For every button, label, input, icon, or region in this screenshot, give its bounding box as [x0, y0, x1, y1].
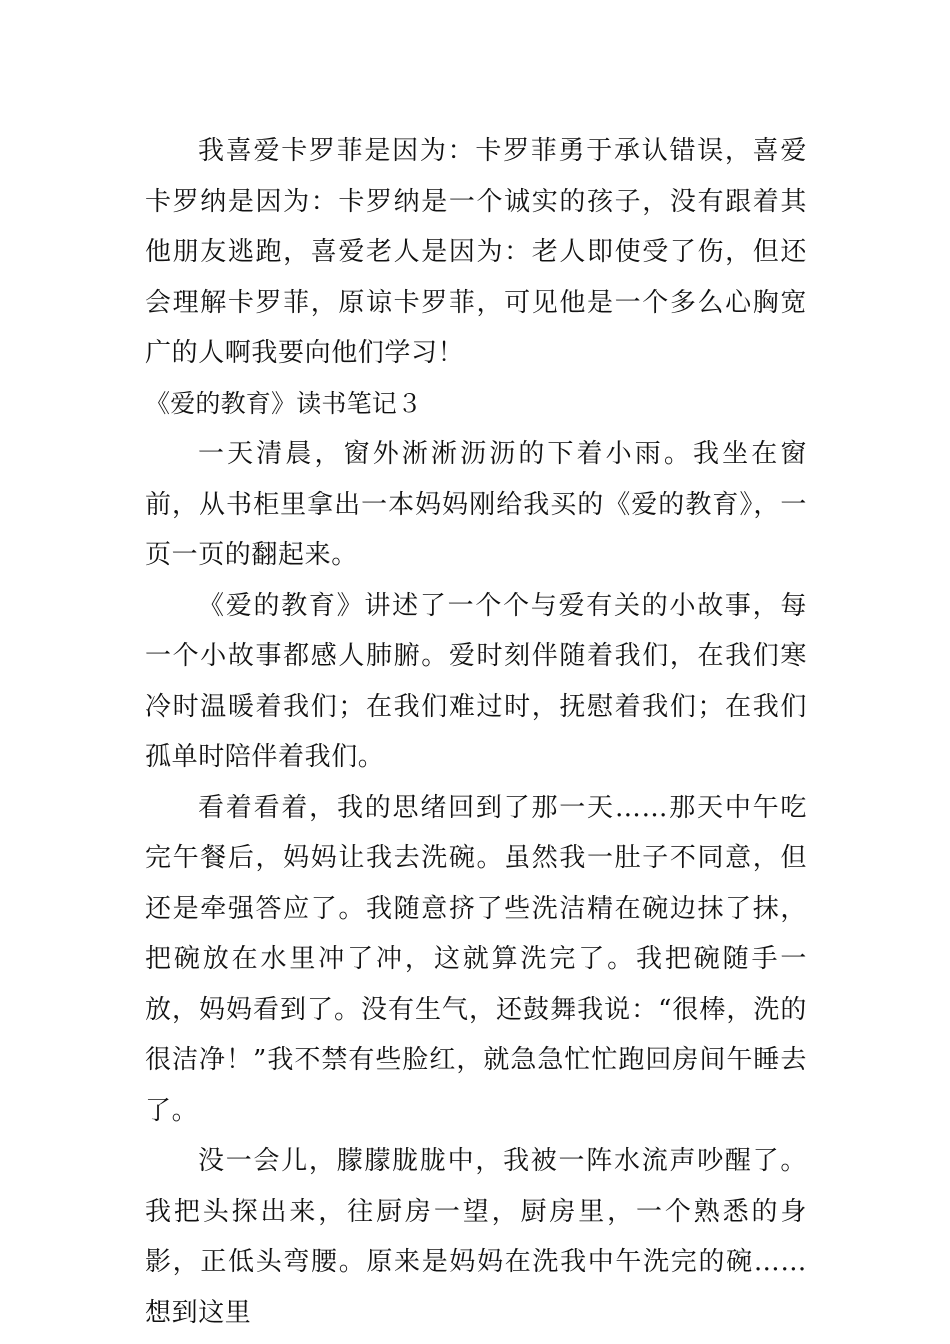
- paragraph-2: 《爱的教育》讲述了一个个与爱有关的小故事，每一个小故事都感人肺腑。爱时刻伴随着我们，在我们寒冷时温暖着我们；在我们难过时，抚慰着我们；在我们孤单时陪伴着我们。: [145, 590, 807, 772]
- paragraph-intro: 我喜爱卡罗菲是因为：卡罗菲勇于承认错误，喜爱卡罗纳是因为：卡罗纳是一个诚实的孩子，没有跟着其他朋友逃跑，喜爱老人是因为：老人即使受了伤，但还会理解卡罗菲，原谅卡罗菲，可见他是一个多么心胸宽广的人啊我要向他们学习！: [145, 136, 807, 368]
- paragraph-1: 一天清晨，窗外淅淅沥沥的下着小雨。我坐在窗前，从书柜里拿出一本妈妈刚给我买的《爱的教育》，一页一页的翻起来。: [145, 439, 807, 570]
- paragraph-4: 没一会儿，朦朦胧胧中，我被一阵水流声吵醒了。我把头探出来，往厨房一望，厨房里，一个熟悉的身影，正低头弯腰。原来是妈妈在洗我中午洗完的碗……想到这里: [145, 1146, 807, 1328]
- paragraph-3: 看着看着，我的思绪回到了那一天……那天中午吃完午餐后，妈妈让我去洗碗。虽然我一肚子不同意，但还是牵强答应了。我随意挤了些洗洁精在碗边抹了抹，把碗放在水里冲了冲，这就算洗完了。我把碗随手一放，妈妈看到了。没有生气，还鼓舞我说：“很棒，洗的很洁净！”我不禁有些脸红，就急急忙忙跑回房间午睡去了。: [145, 792, 807, 1126]
- section-title: 《爱的教育》读书笔记３: [145, 388, 423, 418]
- document-body: [145, 126, 807, 1338]
